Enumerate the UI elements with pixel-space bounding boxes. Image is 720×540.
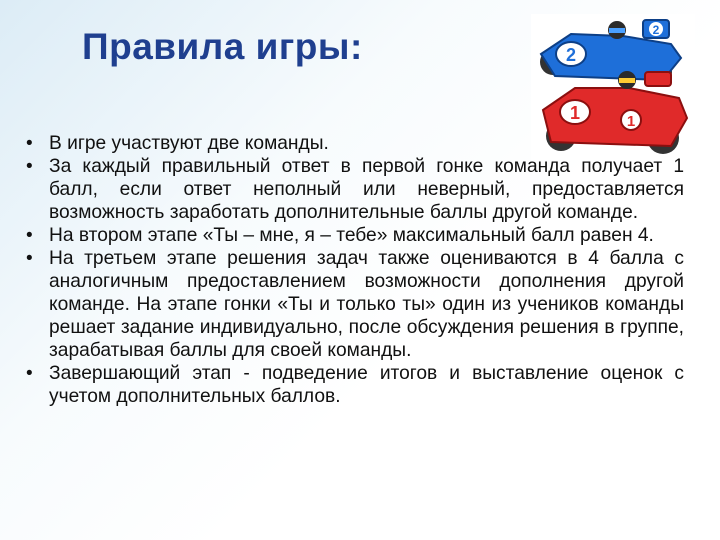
list-item: • На третьем этапе решения задач также оцениваются в 4 балла с аналогичным предоставлением возможности дополнения другой команде. На этапе гонки «Ты и только ты» один из учеников команды решает задание индивидуально, после обсуждения решения в группе, зарабатывая баллы для своей команды. — [22, 247, 684, 362]
list-item: • Завершающий этап - подведение итогов и выставление оценок с учетом дополнительных баллов. — [22, 362, 684, 408]
list-item: • На втором этапе «Ты – мне, я – тебе» максимальный балл равен 4. — [22, 224, 684, 247]
blue-car-wing-number: 2 — [652, 23, 660, 37]
list-item: • В игре участвуют две команды. — [22, 132, 684, 155]
blue-car-number: 2 — [565, 45, 577, 65]
red-car-number: 1 — [569, 103, 581, 123]
slide-title: Правила игры: — [82, 26, 363, 67]
rules-list — [22, 132, 684, 408]
red-car-side-number: 1 — [626, 113, 636, 130]
list-item: • За каждый правильный ответ в первой гонке команда получает 1 балл, если ответ неполный или неверный, предоставляется возможность заработать дополнительные баллы другой команде. — [22, 155, 684, 224]
